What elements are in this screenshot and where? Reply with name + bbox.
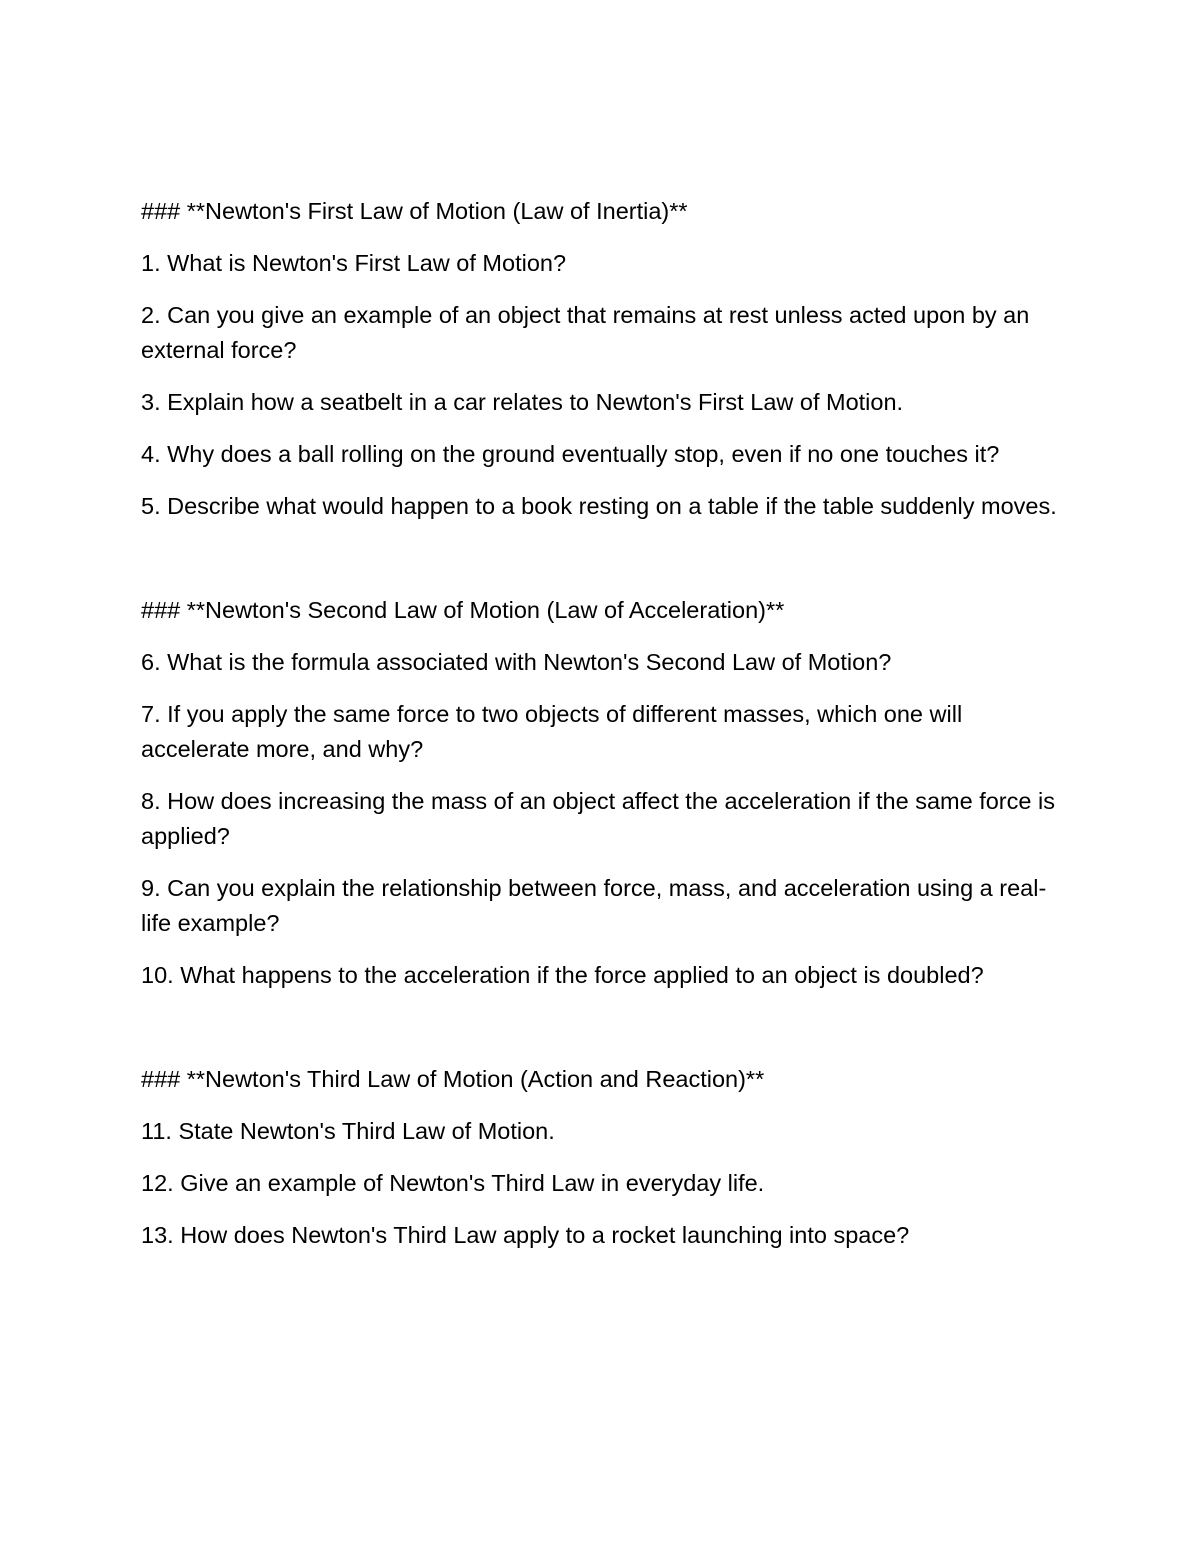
question-item: 9. Can you explain the relationship between force, mass, and acceleration using a real-life example? (141, 875, 1047, 936)
question-item: 2. Can you give an example of an object that remains at rest unless acted upon by an external force? (141, 302, 1030, 363)
document-body (141, 194, 1061, 1270)
question-item: 10. What happens to the acceleration if the force applied to an object is doubled? (141, 962, 984, 988)
question-item: 3. Explain how a seatbelt in a car relates to Newton's First Law of Motion. (141, 389, 904, 415)
question-item: 8. How does increasing the mass of an object affect the acceleration if the same force is applied? (141, 788, 1055, 849)
question-item: 13. How does Newton's Third Law apply to a rocket launching into space? (141, 1222, 910, 1248)
section-heading: ### **Newton's Second Law of Motion (Law of Acceleration)** (141, 597, 785, 623)
section-third-law (141, 1062, 1061, 1253)
section-heading: ### **Newton's Third Law of Motion (Action and Reaction)** (141, 1066, 765, 1092)
section-heading: ### **Newton's First Law of Motion (Law of Inertia)** (141, 198, 688, 224)
question-item: 4. Why does a ball rolling on the ground eventually stop, even if no one touches it? (141, 441, 1000, 467)
question-item: 7. If you apply the same force to two objects of different masses, which one will accelerate more, and why? (141, 701, 963, 762)
section-first-law (141, 194, 1061, 524)
question-item: 5. Describe what would happen to a book resting on a table if the table suddenly moves. (141, 493, 1057, 519)
question-item: 12. Give an example of Newton's Third Law in everyday life. (141, 1170, 765, 1196)
question-item: 11. State Newton's Third Law of Motion. (141, 1118, 555, 1144)
section-second-law (141, 593, 1061, 993)
question-item: 1. What is Newton's First Law of Motion? (141, 250, 567, 276)
section-spacer (141, 1010, 1061, 1062)
question-item: 6. What is the formula associated with Newton's Second Law of Motion? (141, 649, 892, 675)
section-spacer (141, 541, 1061, 593)
